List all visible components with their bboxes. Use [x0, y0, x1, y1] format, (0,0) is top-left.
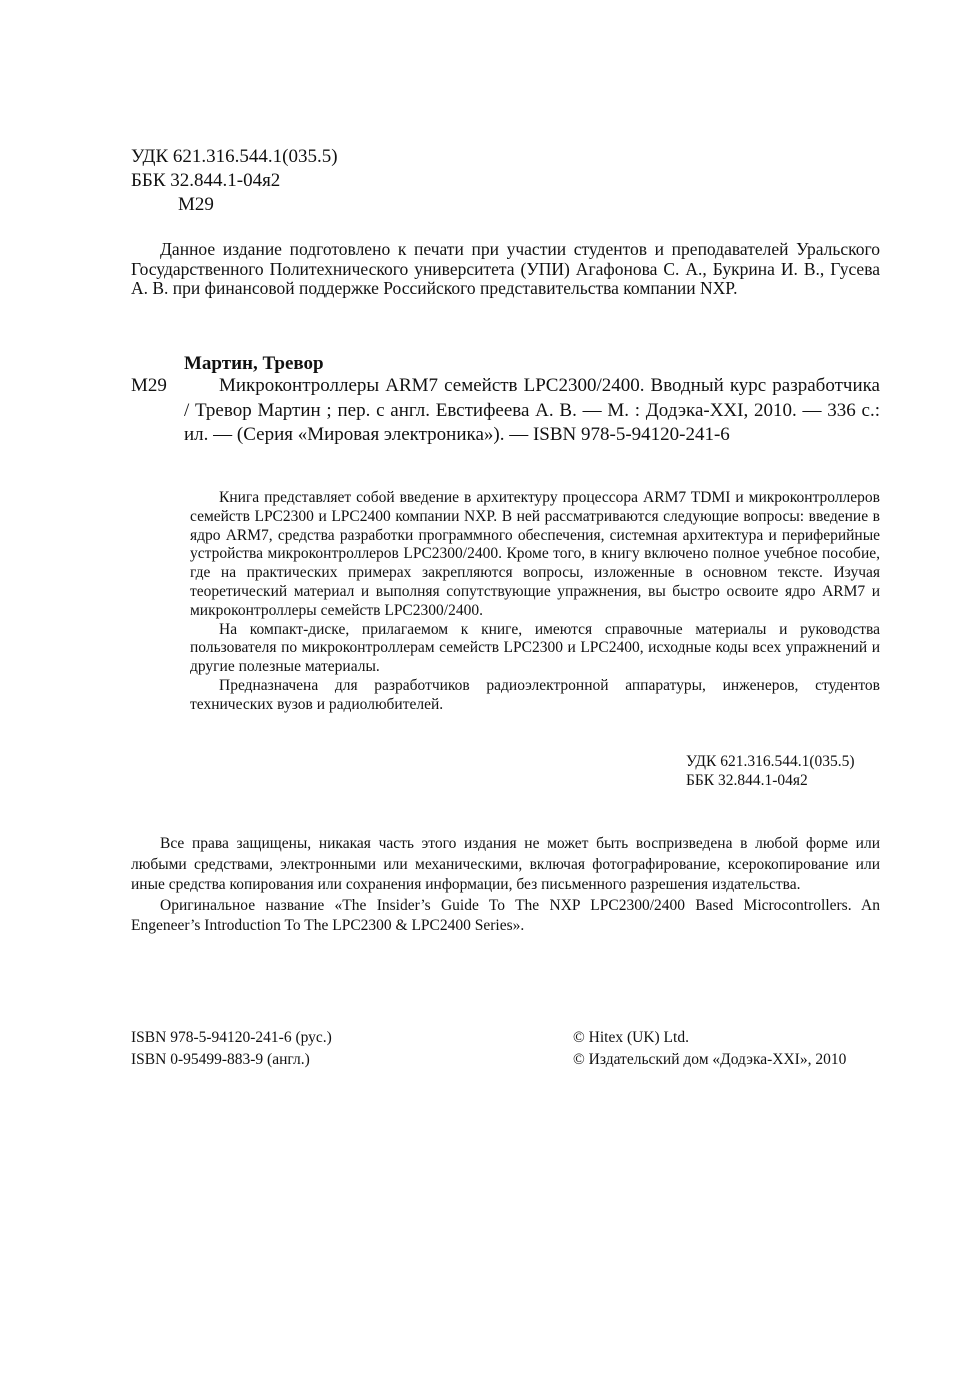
copyright-hitex: © Hitex (UK) Ltd.: [573, 1029, 689, 1046]
copyright-block: [573, 1027, 846, 1071]
abstract-paragraph: Книга представляет собой введение в архитектуру процессора ARM7 TDMI и микроконтроллеров семейств LPC2300 и LPC2400 компании NXP. В ней рассматриваются следующие вопросы: введение в ядро ARM7, средства разработки программного обеспечения, системная архитектура и периферийные устройства микроконтроллеров LPC2300/2400. Кроме того, в книгу включено полное учебное пособие, где на практических примерах закрепляются вопросы, изложенные в основном тексте. Изучая теоретический материал и выполняя сопутствующие упражнения, вы быстро освоите ядро ARM7 и микроконтроллеры семейств LPC2300/2400.: [190, 489, 880, 619]
bbk-code: ББК 32.844.1-04я2: [686, 772, 808, 789]
bibliographic-mark: М29: [131, 375, 167, 396]
rights-paragraph: Все права защищены, никакая часть этого издания не может быть воспризведена в любой форме или любыми средствами, электронными или механическими, включая фотографирование, ксерокопирование или иные средства копирования или сохранения информации, без письменного разрешения издательства.: [131, 835, 880, 894]
classification-codes: [131, 145, 338, 217]
rights-notice: [131, 834, 880, 937]
abstract: [190, 489, 880, 715]
preparation-note: Данное издание подготовлено к печати при участии студентов и преподавателей Уральского Государственного Политехнического университета (УПИ) Агафонова С. А., Букрина И. В., Гусева А. В. при финансовой поддержке Российского представительства компании NXP.: [131, 239, 880, 298]
author-mark: М29: [178, 194, 214, 215]
udk-code: УДК 621.316.544.1(035.5): [131, 146, 338, 167]
bbk-code: ББК 32.844.1-04я2: [131, 170, 281, 191]
author-heading: Мартин, Тревор: [184, 353, 324, 374]
copyright-dodeka: © Издательский дом «Додэка-XXI», 2010: [573, 1051, 847, 1068]
udk-code: УДК 621.316.544.1(035.5): [686, 753, 855, 770]
isbn-block: [131, 1027, 332, 1071]
isbn-english: ISBN 0-95499-883-9 (англ.): [131, 1051, 310, 1068]
index-codes: [686, 752, 855, 790]
abstract-paragraph: На компакт-диске, прилагаемом к книге, имеются справочные материалы и руководства пользователя по микроконтроллерам семейств LPC2300 и LPC2400, исходные коды всех упражнений и другие полезные материалы.: [190, 620, 880, 676]
abstract-paragraph: Предназначена для разработчиков радиоэлектронной аппаратуры, инженеров, студентов технических вузов и радиолюбителей.: [190, 676, 880, 713]
bibliographic-description: Микроконтроллеры ARM7 семейств LPC2300/2400. Вводный курс разработчика / Тревор Мартин ; пер. с англ. Евстифеева А. В. — М. : Додэка-XXI, 2010. — 336 с.: ил. — (Серия «Мировая электроника»). — ISBN 978-5-94120-241-6: [184, 375, 880, 445]
original-title-paragraph: Оригинальное название «The Insider’s Guide To The NXP LPC2300/2400 Based Microcontrollers. An Engeneer’s Introduction To The LPC2300 & LPC2400 Series».: [131, 896, 880, 935]
isbn-russian: ISBN 978-5-94120-241-6 (рус.): [131, 1029, 332, 1046]
